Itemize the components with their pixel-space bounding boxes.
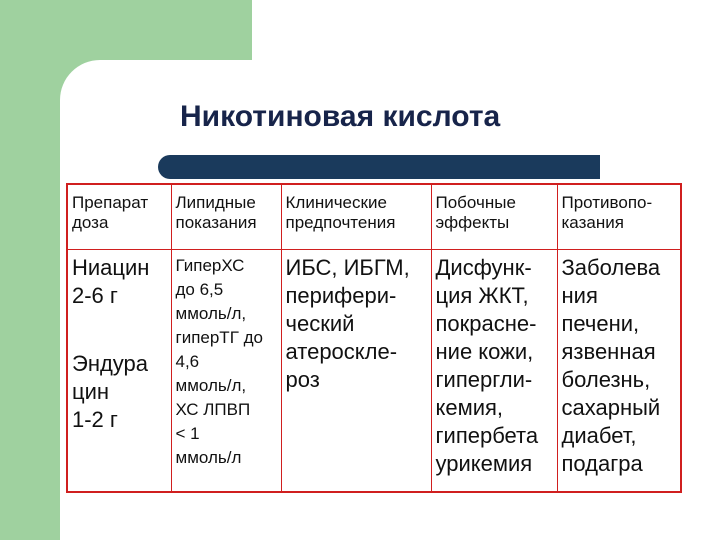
header-drug-dose: Препарат доза <box>67 184 171 250</box>
cell-lipid-indications: ГиперХС до 6,5 ммоль/л, гиперТГ до 4,6 ммоль/л, ХС ЛПВП < 1 ммоль/л <box>171 250 281 493</box>
header-contraindications: Противопо- казания <box>557 184 681 250</box>
table-header-row <box>67 184 681 250</box>
header-clinical-preferences: Клинические предпочтения <box>281 184 431 250</box>
header-side-effects: Побочные эффекты <box>431 184 557 250</box>
cell-drugs: Ниацин 2-6 г Эндура цин 1-2 г <box>67 250 171 493</box>
drug-table <box>66 183 682 493</box>
cell-side-effects: Дисфунк- ция ЖКТ, покрасне- ние кожи, гипергли- кемия, гипербета урикемия <box>431 250 557 493</box>
header-lipid-indications: Липидные показания <box>171 184 281 250</box>
title-underline-bar <box>158 155 600 179</box>
table-row <box>67 250 681 493</box>
cell-clinical-preferences: ИБС, ИБГМ, перифери- ческий атероскле- роз <box>281 250 431 493</box>
cell-contraindications: Заболева ния печени, язвенная болезнь, сахарный диабет, подагра <box>557 250 681 493</box>
slide-title: Никотиновая кислота <box>180 100 501 133</box>
